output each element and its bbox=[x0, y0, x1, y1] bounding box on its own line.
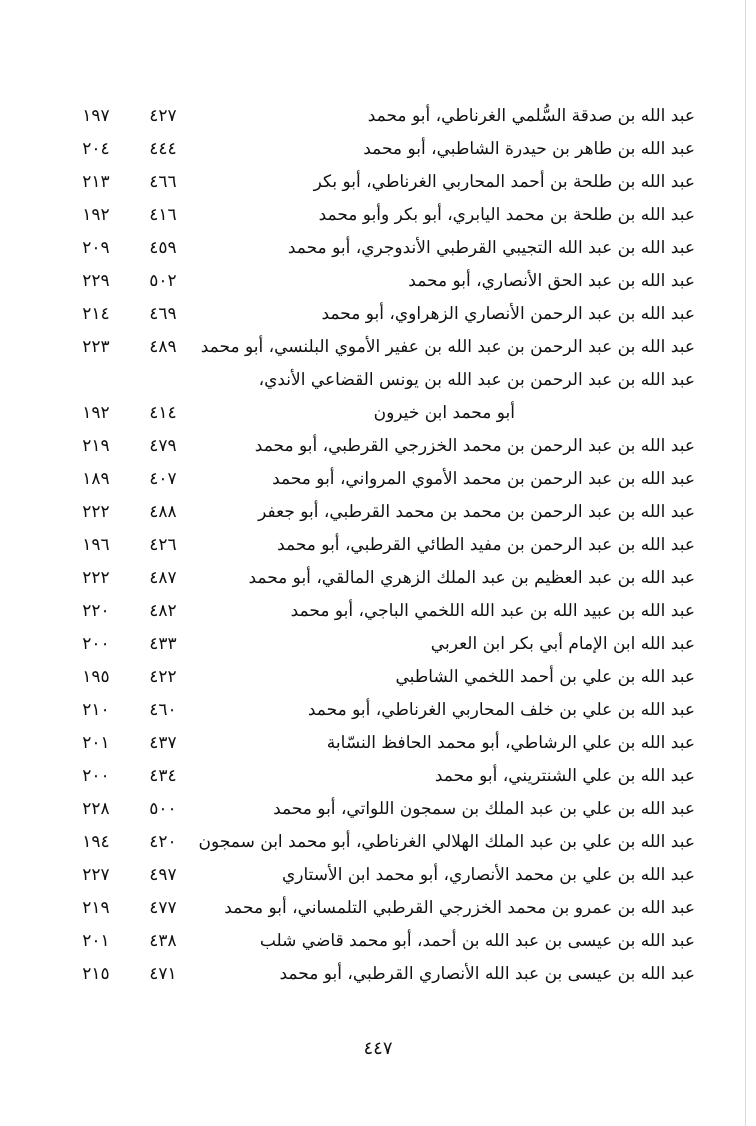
index-entry-row bbox=[60, 892, 695, 925]
entry-number: ٤٤٤ bbox=[149, 139, 177, 159]
entry-page-ref: ٢٠٤ bbox=[82, 139, 110, 159]
entry-number: ٤٢٠ bbox=[149, 832, 177, 852]
entry-name: عبد الله بن عيسى بن عبد الله بن أحمد، أبو محمد قاضي شلب bbox=[259, 931, 695, 951]
entry-number: ٤٦٦ bbox=[149, 172, 177, 192]
entry-name: عبد الله بن عبد العظيم بن عبد الملك الزهري المالقي، أبو محمد bbox=[248, 568, 695, 588]
entry-number: ٤٨٩ bbox=[149, 337, 177, 357]
index-entry-row bbox=[60, 661, 695, 694]
entry-name: أبو محمد ابن خيرون bbox=[373, 403, 515, 423]
entry-name: عبد الله بن عبد الرحمن بن عبد الله بن يونس القضاعي الأندي، bbox=[258, 370, 695, 390]
entry-page-ref: ٢٠١ bbox=[82, 733, 110, 753]
entry-number: ٤٣٨ bbox=[149, 931, 177, 951]
entry-name: عبد الله بن عبد الرحمن بن محمد بن محمد القرطبي، أبو جعفر bbox=[258, 502, 695, 522]
entry-page-ref: ٢٢٧ bbox=[82, 865, 110, 885]
entry-number: ٥٠٠ bbox=[149, 799, 177, 819]
entry-number: ٤٧١ bbox=[149, 964, 177, 984]
entry-number: ٤٢٧ bbox=[149, 106, 177, 126]
entry-name: عبد الله بن علي بن خلف المحاربي الغرناطي، أبو محمد bbox=[307, 700, 695, 720]
index-entry-row bbox=[60, 529, 695, 562]
entry-name: عبد الله بن عبد الرحمن بن محمد الخزرجي القرطبي، أبو محمد bbox=[254, 436, 695, 456]
entry-page-ref: ٢٢٩ bbox=[82, 271, 110, 291]
entry-number: ٤٠٧ bbox=[149, 469, 177, 489]
entry-number: ٤٣٤ bbox=[149, 766, 177, 786]
entry-number: ٥٠٢ bbox=[149, 271, 177, 291]
index-entry-row bbox=[60, 397, 695, 430]
entry-page-ref: ١٩٥ bbox=[82, 667, 110, 687]
entry-name: عبد الله بن عبد الرحمن بن عبد الله بن عفير الأموي البلنسي، أبو محمد bbox=[200, 337, 695, 357]
entry-page-ref: ٢٢٢ bbox=[82, 568, 110, 588]
entry-page-ref: ٢١٤ bbox=[82, 304, 110, 324]
entry-name: عبد الله بن علي الشنتريني، أبو محمد bbox=[434, 766, 695, 786]
index-entry-row bbox=[60, 331, 695, 364]
entry-name: عبد الله بن عبيد الله بن عبد الله اللخمي الباجي، أبو محمد bbox=[290, 601, 695, 621]
entry-page-ref: ٢١٠ bbox=[82, 700, 110, 720]
index-entry-row bbox=[60, 925, 695, 958]
entry-page-ref: ١٩٦ bbox=[82, 535, 110, 555]
index-entry-row bbox=[60, 166, 695, 199]
entry-number: ٤٢٢ bbox=[149, 667, 177, 687]
entry-name: عبد الله بن علي الرشاطي، أبو محمد الحافظ النسّابة bbox=[326, 733, 695, 753]
index-entry-row bbox=[60, 793, 695, 826]
index-entry-row bbox=[60, 760, 695, 793]
entry-page-ref: ٢٢٠ bbox=[82, 601, 110, 621]
entry-name: عبد الله بن عبد الحق الأنصاري، أبو محمد bbox=[408, 271, 695, 291]
entry-number: ٤٧٩ bbox=[149, 436, 177, 456]
entry-number: ٤٨٧ bbox=[149, 568, 177, 588]
entry-name: عبد الله بن علي بن عبد الملك بن سمجون اللواتي، أبو محمد bbox=[273, 799, 695, 819]
entry-number: ٤٩٧ bbox=[149, 865, 177, 885]
index-entry-row bbox=[60, 826, 695, 859]
entry-page-ref: ٢٢٣ bbox=[82, 337, 110, 357]
index-entry-row bbox=[60, 859, 695, 892]
index-entry-row bbox=[60, 694, 695, 727]
entry-name: عبد الله بن عبد الرحمن بن محمد الأموي المرواني، أبو محمد bbox=[272, 469, 695, 489]
index-entry-row bbox=[60, 265, 695, 298]
entry-page-ref: ١٩٤ bbox=[82, 832, 110, 852]
index-entry-row bbox=[60, 430, 695, 463]
index-entry-row bbox=[60, 298, 695, 331]
entry-number: ٤١٤ bbox=[149, 403, 177, 423]
entry-page-ref: ٢١٩ bbox=[82, 898, 110, 918]
entry-page-ref: ٢١٩ bbox=[82, 436, 110, 456]
index-entry-row bbox=[60, 958, 695, 991]
index-entry-row bbox=[60, 463, 695, 496]
index-entry-row bbox=[60, 727, 695, 760]
entry-name: عبد الله بن علي بن محمد الأنصاري، أبو محمد ابن الأستاري bbox=[281, 865, 695, 885]
entry-name: عبد الله بن صدقة السُّلمي الغرناطي، أبو محمد bbox=[367, 106, 695, 126]
index-entry-row bbox=[60, 595, 695, 628]
index-entry-row bbox=[60, 100, 695, 133]
entry-page-ref: ٢٠٠ bbox=[82, 766, 110, 786]
entry-number: ٤٨٢ bbox=[149, 601, 177, 621]
entry-page-ref: ١٨٩ bbox=[82, 469, 110, 489]
entry-page-ref: ٢٢٢ bbox=[82, 502, 110, 522]
index-entry-row bbox=[60, 133, 695, 166]
entry-number: ٤٦٩ bbox=[149, 304, 177, 324]
entry-name: عبد الله بن عبد الرحمن الأنصاري الزهراوي، أبو محمد bbox=[321, 304, 695, 324]
entry-number: ٤٦٠ bbox=[149, 700, 177, 720]
entry-name: عبد الله بن طاهر بن حيدرة الشاطبي، أبو محمد bbox=[363, 139, 695, 159]
entry-number: ٤٣٣ bbox=[149, 634, 177, 654]
entry-name: عبد الله بن عمرو بن محمد الخزرجي القرطبي التلمساني، أبو محمد bbox=[224, 898, 695, 918]
entry-name: عبد الله ابن الإمام أبي بكر ابن العربي bbox=[430, 634, 695, 654]
entry-number: ٤٨٨ bbox=[149, 502, 177, 522]
entry-name: عبد الله بن طلحة بن محمد اليابري، أبو بكر وأبو محمد bbox=[318, 205, 695, 225]
entry-number: ٤٥٩ bbox=[149, 238, 177, 258]
page-number: ٤٤٧ bbox=[363, 1038, 393, 1059]
entry-page-ref: ٢٠١ bbox=[82, 931, 110, 951]
entry-name: عبد الله بن عيسى بن عبد الله الأنصاري القرطبي، أبو محمد bbox=[279, 964, 695, 984]
entry-name: عبد الله بن طلحة بن أحمد المحاربي الغرناطي، أبو بكر bbox=[313, 172, 695, 192]
entry-page-ref: ١٩٢ bbox=[82, 205, 110, 225]
index-entry-row bbox=[60, 232, 695, 265]
entry-number: ٤٢٦ bbox=[149, 535, 177, 555]
entry-name: عبد الله بن عبد الله التجيبي القرطبي الأندوجري، أبو محمد bbox=[287, 238, 695, 258]
index-entry-row bbox=[60, 562, 695, 595]
entry-name: عبد الله بن علي بن عبد الملك الهلالي الغرناطي، أبو محمد ابن سمجون bbox=[198, 832, 695, 852]
index-entry-row bbox=[60, 628, 695, 661]
entry-page-ref: ١٩٢ bbox=[82, 403, 110, 423]
entry-name: عبد الله بن علي بن أحمد اللخمي الشاطبي bbox=[395, 667, 695, 687]
entry-page-ref: ٢١٥ bbox=[82, 964, 110, 984]
entry-page-ref: ٢١٣ bbox=[82, 172, 110, 192]
page-edge-line bbox=[745, 0, 746, 1126]
entry-page-ref: ٢٠٠ bbox=[82, 634, 110, 654]
entry-page-ref: ٢٢٨ bbox=[82, 799, 110, 819]
entry-page-ref: ١٩٧ bbox=[82, 106, 110, 126]
entry-page-ref: ٢٠٩ bbox=[82, 238, 110, 258]
entry-name: عبد الله بن عبد الرحمن بن مفيد الطائي القرطبي، أبو محمد bbox=[277, 535, 695, 555]
index-entry-row bbox=[60, 199, 695, 232]
index-entry-row bbox=[60, 496, 695, 529]
entry-number: ٤٧٧ bbox=[149, 898, 177, 918]
entry-number: ٤١٦ bbox=[149, 205, 177, 225]
index-entry-row bbox=[60, 364, 695, 397]
entry-number: ٤٣٧ bbox=[149, 733, 177, 753]
index-entries bbox=[60, 100, 695, 991]
